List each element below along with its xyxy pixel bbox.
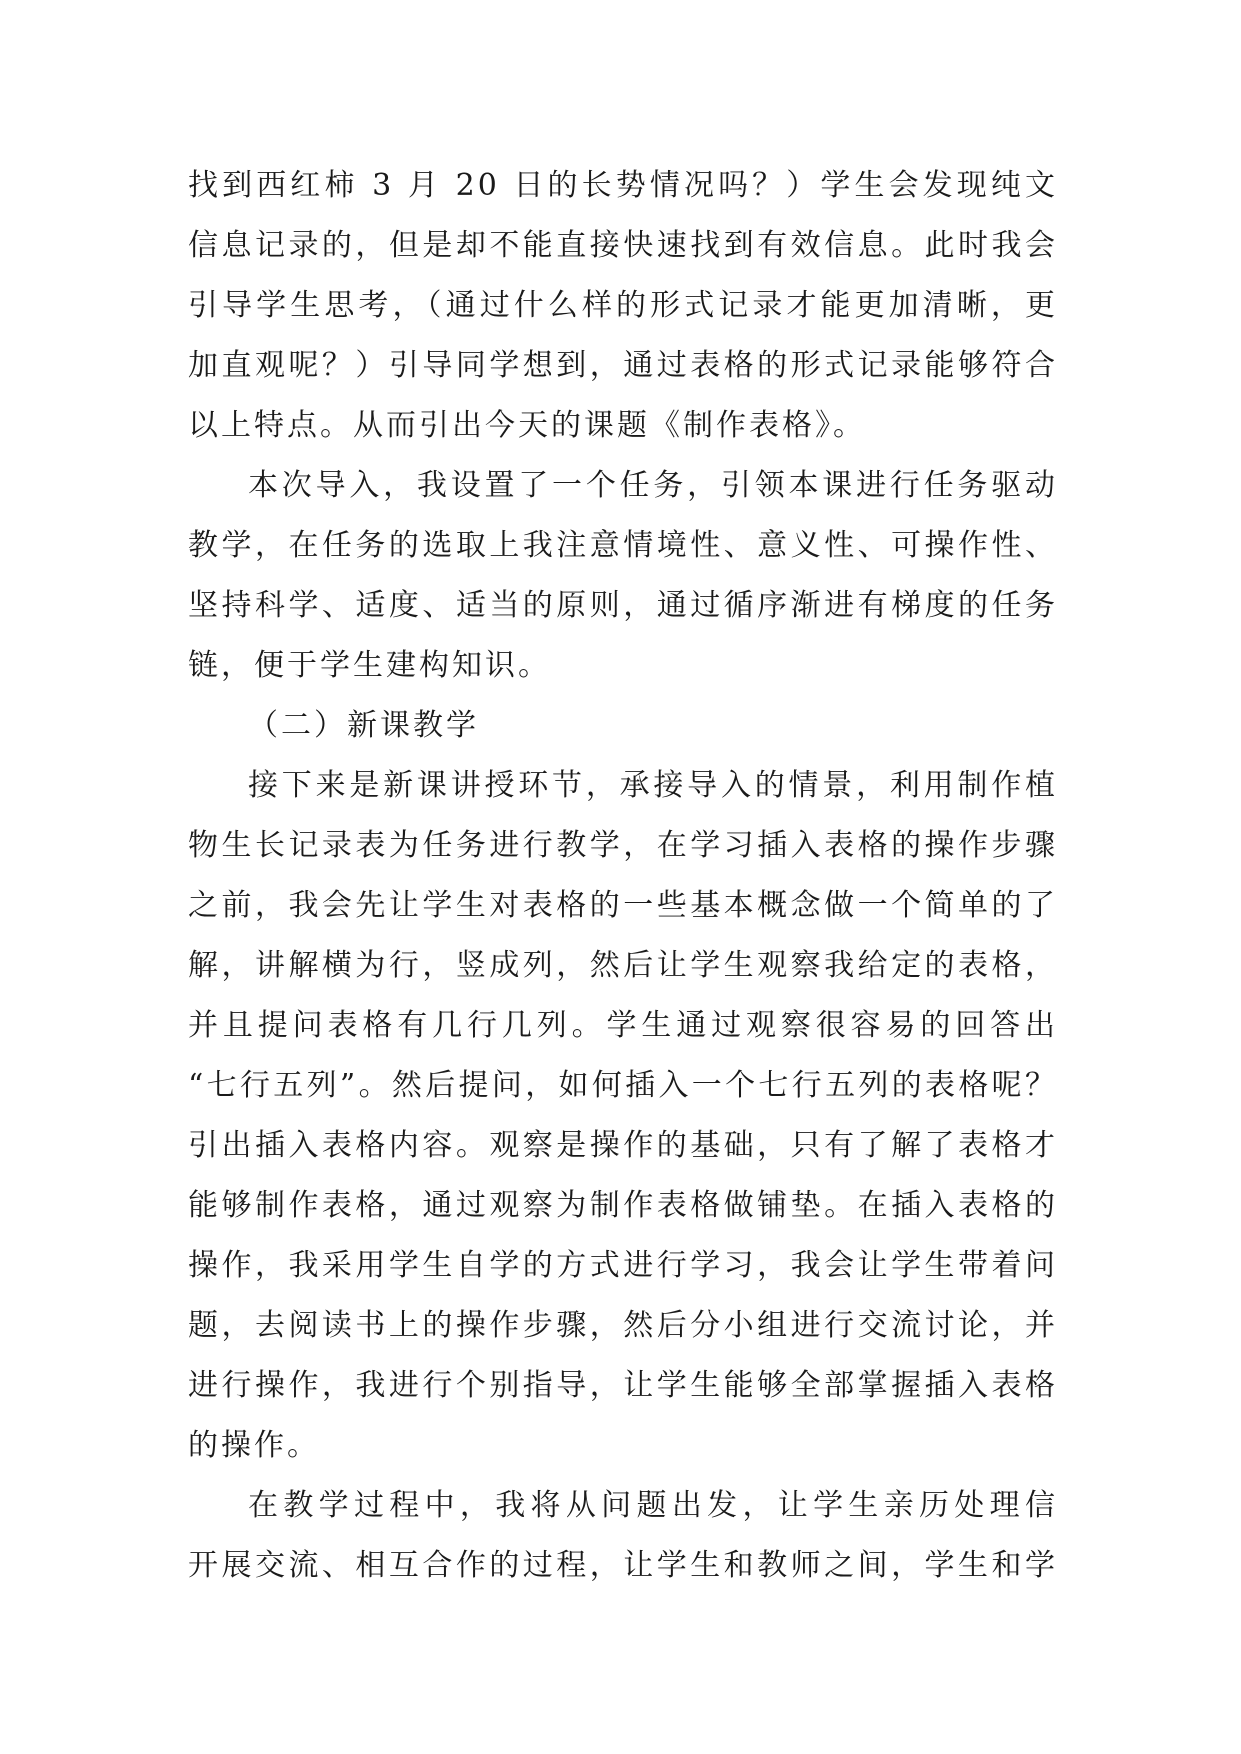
paragraph-line: 能够制作表格，通过观察为制作表格做铺垫。在插入表格的	[188, 1188, 1058, 1223]
paragraph-line: 教学，在任务的选取上我注意情境性、意义性、可操作性、	[188, 528, 1058, 563]
paragraph-line: 物生长记录表为任务进行教学，在学习插入表格的操作步骤	[188, 828, 1058, 863]
paragraph-line: 加直观呢？）引导同学想到，通过表格的形式记录能够符合	[188, 348, 1058, 383]
paragraph-line: 题，去阅读书上的操作步骤，然后分小组进行交流讨论，并	[188, 1308, 1058, 1343]
paragraph-line: 的操作。	[188, 1428, 320, 1463]
paragraph-line: 进行操作，我进行个别指导，让学生能够全部掌握插入表格	[188, 1368, 1058, 1403]
paragraph-line: 引导学生思考，（通过什么样的形式记录才能更加清晰，更	[188, 288, 1058, 323]
paragraph-line: 并且提问表格有几行几列。学生通过观察很容易的回答出	[188, 1008, 1058, 1043]
paragraph-line: 之前，我会先让学生对表格的一些基本概念做一个简单的了	[188, 888, 1058, 923]
paragraph-line: 解，讲解横为行，竖成列，然后让学生观察我给定的表格，	[188, 948, 1058, 983]
paragraph-line: 操作，我采用学生自学的方式进行学习，我会让学生带着问	[188, 1248, 1058, 1283]
paragraph-line: 链，便于学生建构知识。	[188, 648, 551, 683]
paragraph-line: 接下来是新课讲授环节，承接导入的情景，利用制作植	[248, 768, 1058, 803]
section-heading: （二）新课教学	[248, 708, 479, 743]
paragraph-line: 以上特点。从而引出今天的课题《制作表格》。	[188, 408, 866, 443]
paragraph-line: “七行五列”。然后提问，如何插入一个七行五列的表格呢？	[188, 1068, 1058, 1103]
paragraph-line: 开展交流、相互合作的过程，让学生和教师之间，学生和学	[188, 1548, 1058, 1583]
document-body	[188, 156, 1058, 1596]
paragraph-line: 找到西红柿 3 月 20 日的长势情况吗？）学生会发现纯文	[188, 168, 1058, 203]
paragraph-line: 在教学过程中，我将从问题出发，让学生亲历处理信	[248, 1488, 1058, 1523]
paragraph-line: 坚持科学、适度、适当的原则，通过循序渐进有梯度的任务	[188, 588, 1058, 623]
paragraph-line: 本次导入，我设置了一个任务，引领本课进行任务驱动	[248, 468, 1058, 503]
paragraph-line: 信息记录的，但是却不能直接快速找到有效信息。此时我会	[188, 228, 1058, 263]
paragraph-line: 引出插入表格内容。观察是操作的基础，只有了解了表格才	[188, 1128, 1058, 1163]
